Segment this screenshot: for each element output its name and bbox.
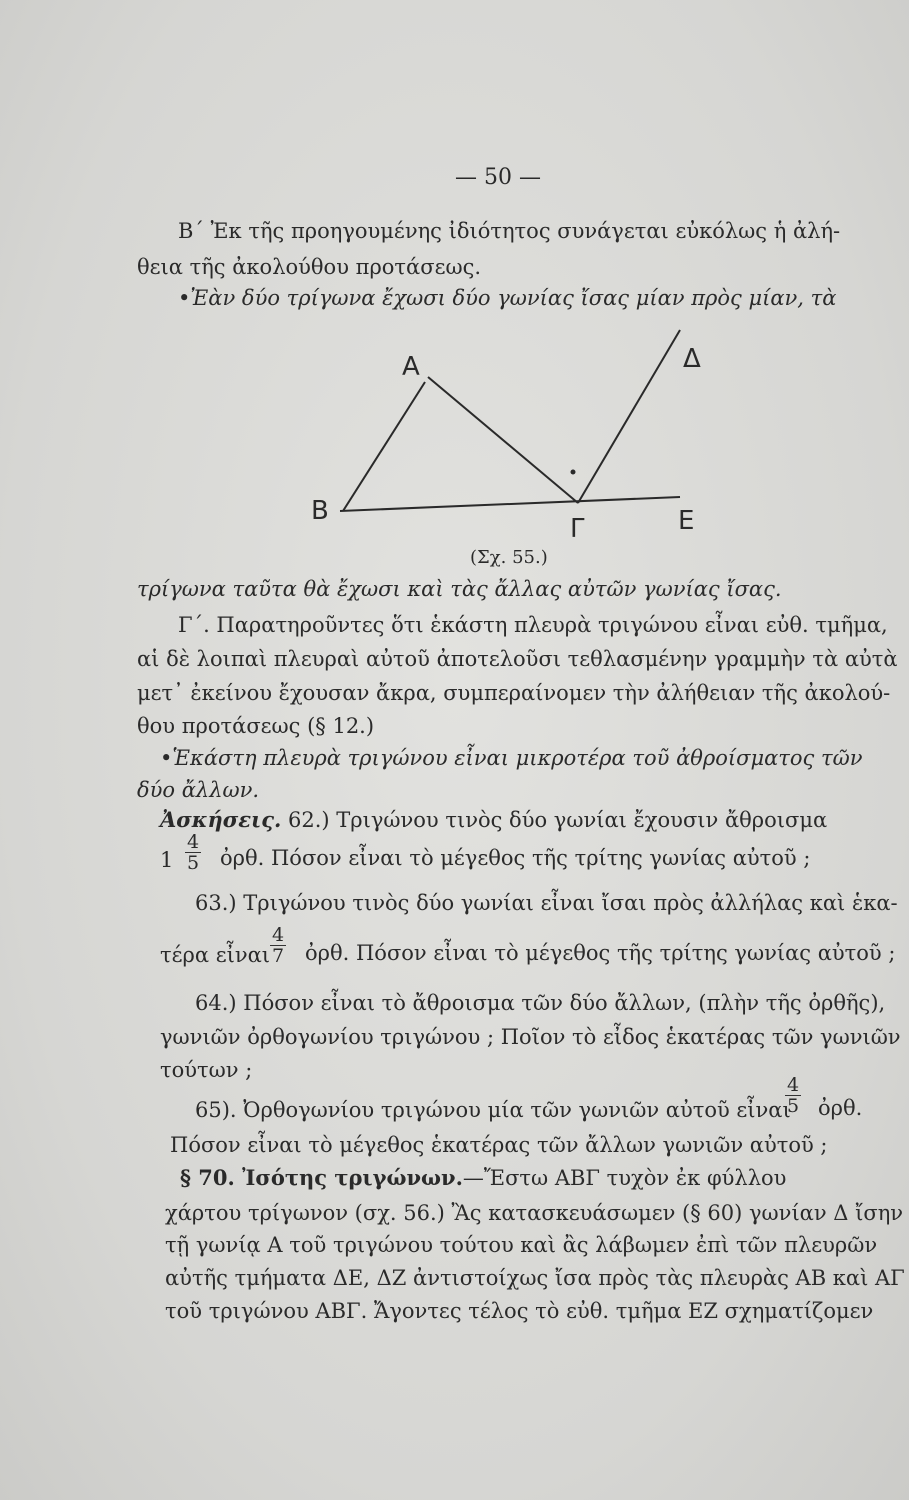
- exercise-65-cont: Πόσον εἶναι τὸ μέγεθος ἑκατέρας τῶν ἄλλων γωνιῶν αὐτοῦ ;: [170, 1133, 828, 1157]
- text-line-2: θεια τῆς ἀκολούθου προτάσεως.: [137, 255, 482, 279]
- fraction-62-denominator: 5: [187, 852, 200, 874]
- exercise-63-cont-a: τέρα εἶναι: [160, 943, 270, 967]
- fraction-62-numerator: 4: [187, 831, 200, 853]
- exercise-62-question: ὀρθ. Πόσον εἶναι τὸ μέγεθος τῆς τρίτης γωνίας αὐτοῦ ;: [220, 846, 811, 870]
- ray-gd: [578, 330, 680, 503]
- exercise-65-unit: ὀρθ.: [818, 1096, 863, 1120]
- theorem-line-4: δύο ἄλλων.: [137, 778, 260, 802]
- theorem-line-2: τρίγωνα ταῦτα θὰ ἔχωσι καὶ τὰς ἄλλας αὐτῶν γωνίας ἴσας.: [137, 577, 782, 601]
- label-d: Δ: [683, 344, 701, 374]
- fraction-63-denominator: 7: [272, 945, 285, 967]
- label-b: Β: [311, 496, 329, 526]
- section-70-line: [180, 1165, 786, 1191]
- page-number: — 50 —: [455, 165, 541, 190]
- exercise-63-cont-b: ὀρθ. Πόσον εἶναι τὸ μέγεθος τῆς τρίτης γωνίας αὐτοῦ ;: [305, 941, 896, 965]
- fraction-62: [185, 832, 201, 873]
- exercise-62-text: 62.) Τριγώνου τινὸς δύο γωνίαι ἔχουσιν ἄθροισμα: [281, 808, 828, 832]
- exercise-63-line: 63.) Τριγώνου τινὸς δύο γωνίαι εἶναι ἴσαι πρὸς ἀλλήλας καὶ ἑκα-: [195, 891, 898, 915]
- triangle-side-ba: [343, 382, 425, 511]
- exercise-62-line: [160, 807, 827, 833]
- exercise-65-line: 65). Ὀρθογωνίου τριγώνου μία τῶν γωνιῶν αὐτοῦ εἶναι: [195, 1098, 791, 1122]
- fraction-65: [785, 1075, 801, 1116]
- angle-mark: [571, 470, 576, 475]
- text-line-7: μετ᾽ ἐκείνου ἔχουσαν ἄκρα, συμπεραίνομεν τὴν ἀλήθειαν τῆς ἀκολού-: [137, 681, 891, 705]
- base-line-be: [340, 497, 680, 511]
- text-line-8: θου προτάσεως (§ 12.): [137, 714, 375, 738]
- exercise-62-integer: 1: [160, 848, 174, 872]
- label-a: Α: [402, 352, 420, 382]
- fraction-63-numerator: 4: [272, 924, 285, 946]
- text-line-21: χάρτου τρίγωνον (σχ. 56.) Ἂς κατασκευάσωμεν (§ 60) γωνίαν Δ ἴσην: [165, 1201, 904, 1225]
- text-line-1: Β΄ Ἐκ τῆς προηγουμένης ἰδιότητος συνάγεται εὐκόλως ἡ ἀλή-: [178, 219, 841, 243]
- text-line-24: τοῦ τριγώνου ΑΒΓ. Ἄγοντες τέλος τὸ εὐθ. τμῆμα ΕΖ σχηματίζομεν: [165, 1299, 874, 1323]
- text-line-22: τῇ γωνίᾳ Α τοῦ τριγώνου τούτου καὶ ἂς λάβωμεν ἐπὶ τῶν πλευρῶν: [165, 1233, 878, 1257]
- section-70-text: —Ἔστω ΑΒΓ τυχὸν ἐκ φύλλου: [462, 1166, 787, 1190]
- fraction-65-denominator: 5: [787, 1095, 800, 1117]
- text-line-6: αἱ δὲ λοιπαὶ πλευραὶ αὐτοῦ ἀποτελοῦσι τεθλασμένην γραμμὴν τὰ αὐτὰ: [137, 647, 898, 671]
- fraction-63: [270, 925, 286, 966]
- theorem-line-3: •Ἑκάστη πλευρὰ τριγώνου εἶναι μικροτέρα τοῦ ἀθροίσματος τῶν: [160, 746, 863, 770]
- section-70-heading: § 70. Ἰσότης τριγώνων.: [180, 1165, 463, 1190]
- exercise-64-end: τούτων ;: [160, 1058, 253, 1082]
- figure-55: [0, 305, 909, 565]
- exercises-heading: Ἀσκήσεις.: [160, 807, 282, 832]
- theorem-line-1: •Ἐὰν δύο τρίγωνα ἔχωσι δύο γωνίας ἴσας μίαν πρὸς μίαν, τὰ: [178, 286, 837, 310]
- text-line-5: Γ΄. Παρατηροῦντες ὅτι ἑκάστη πλευρὰ τριγώνου εἶναι εὐθ. τμῆμα,: [178, 613, 888, 637]
- exercise-64-line: 64.) Πόσον εἶναι τὸ ἄθροισμα τῶν δύο ἄλλων, (πλὴν τῆς ὀρθῆς),: [195, 991, 886, 1015]
- fraction-65-numerator: 4: [787, 1074, 800, 1096]
- label-e: Ε: [678, 506, 695, 536]
- figure-caption: (Σχ. 55.): [470, 547, 548, 568]
- text-line-23: αὐτῆς τμήματα ΔΕ, ΔΖ ἀντιστοίχως ἴσα πρὸς τὰς πλευρὰς ΑΒ καὶ ΑΓ: [165, 1266, 905, 1290]
- label-g: Γ: [570, 514, 585, 544]
- exercise-64-cont: γωνιῶν ὀρθογωνίου τριγώνου ; Ποῖον τὸ εἶδος ἑκατέρας τῶν γωνιῶν: [160, 1025, 901, 1049]
- triangle-side-ag: [428, 377, 578, 503]
